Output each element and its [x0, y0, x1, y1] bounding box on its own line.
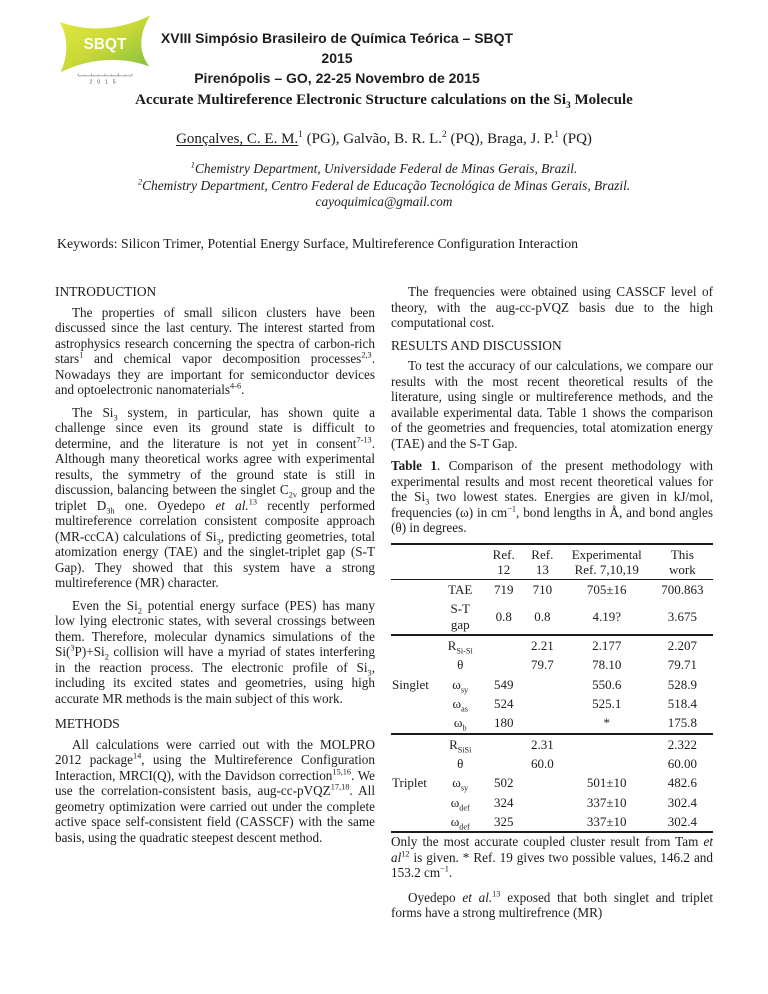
value-cell: 524: [493, 696, 514, 712]
table-row: [391, 713, 713, 733]
methods-paragraph: All calculations were carried out with the MOLPRO 2012 package$^{14}$, using the Multireference Configuration Interaction, MRCI(Q), with the Davidson correction$^{15,16}$. We use the correlation-consistent basis, aug-cc-pVQZ$^{17,18}$. All geometry optimization were carried out under the complete active space self-consistent field (CASSCF) with the same basis, using the quadratic steepest descent method.: [55, 736, 376, 845]
param-cell: $R_{SiSi}$: [449, 736, 472, 755]
masthead: [57, 12, 713, 92]
methods-heading: METHODS: [55, 716, 120, 731]
value-cell: 2.322: [667, 736, 698, 752]
value-cell: 549: [493, 676, 514, 692]
col-header-experimental: Experimental Ref. 7,10,19: [562, 544, 652, 580]
table-row: [391, 655, 713, 674]
value-cell: 180: [484, 713, 523, 733]
param-cell: $\omega_b$: [436, 713, 484, 733]
col-header-ref12: Ref. 12: [484, 544, 523, 580]
value-cell: 2.21: [530, 638, 554, 654]
intro-paragraph-1: The properties of small silicon clusters have been discussed since the last century. The interest started from astrophysics research concerning the spectra of carbon-rich stars$^1$ and chemical vapor decomposition processes$^{2,3}$. Nowadays they are important for semiconductor devices and optoelectronic nanomaterials$^{4-6}$.: [55, 304, 375, 397]
value-cell: 3.675: [652, 599, 713, 635]
results-table: [391, 543, 713, 834]
sbqt-logo: [57, 12, 153, 88]
param-cell: $\omega_{def}$: [450, 794, 470, 813]
value-cell: 2.31: [530, 736, 554, 752]
value-cell: 79.71: [667, 657, 698, 673]
value-cell: 337±10: [586, 794, 627, 810]
conference-line-2: Pirenópolis – GO, 22-25 Novembro de 2015: [194, 70, 480, 86]
col-header-this-work: This work: [652, 544, 713, 580]
value-cell: [562, 754, 652, 773]
paper-title: Accurate Multireference Electronic Structure calculations on the $Si_3$ Molecule: [135, 92, 633, 111]
table-row: [391, 580, 713, 600]
authors-line: Gonçalves, C. E. M.$^1$ (PG), Galvão, B. R. L.$^2$ (PQ), Braga, J. P.$^1$ (PQ): [176, 130, 592, 147]
right-column: [391, 284, 713, 928]
value-cell: [523, 694, 562, 713]
value-cell: 302.4: [652, 812, 713, 832]
value-cell: [523, 713, 562, 733]
param-cell: S-T gap: [436, 599, 484, 635]
table-header-row: [391, 544, 713, 580]
intro-paragraph-3: Even the $Si_2$ potential energy surface (PES) has many low lying electronic states, with several crossings between them. Therefore, molecular dynamics simulations of the $Si(^3P)+Si_2$ collision will have a myriad of states interfering in the reaction process. The electronic profile of $Si_3$, including its excited states and geometries, using high accurate MR methods is the main subject of this work.: [55, 597, 375, 706]
results-heading: RESULTS AND DISCUSSION: [391, 337, 562, 353]
param-cell: $\omega_{def}$: [436, 812, 484, 832]
corner-cell: [391, 544, 484, 580]
value-cell: 337±10: [562, 812, 652, 832]
value-cell: [523, 793, 562, 812]
value-cell: 719: [493, 582, 514, 598]
value-cell: [562, 734, 652, 754]
param-cell: θ: [457, 657, 464, 673]
table-row: [391, 734, 713, 754]
value-cell: [523, 812, 562, 832]
value-cell: 501±10: [586, 775, 627, 791]
value-cell: 4.19?: [562, 599, 652, 635]
value-cell: [484, 655, 523, 674]
conference-line-1: XVIII Simpósio Brasileiro de Química Teórica – SBQT 2015: [160, 30, 514, 66]
col-header-ref13: Ref. 13: [523, 544, 562, 580]
keywords-line: Keywords: Silicon Trimer, Potential Energy Surface, Multireference Configuration Interaction: [57, 236, 579, 251]
table-row: [391, 599, 713, 635]
results-paragraph: To test the accuracy of our calculations, we compare our results with the most recent theoretical results of the literature, using single or multireference methods, and the available experimental data. Table 1 shows the comparison of the geometries and frequencies, total atomization energy (TAE) and the S-T Gap.: [391, 358, 713, 451]
value-cell: 78.10: [592, 657, 622, 673]
table-row: [391, 635, 713, 655]
value-cell: [484, 734, 523, 754]
frequencies-paragraph: The frequencies were obtained using CASSCF level of theory, with the aug-cc-pVQZ basis due to the high computational cost.: [391, 284, 713, 330]
value-cell: [523, 675, 562, 694]
table-row: [391, 793, 713, 812]
row-group-energies: [391, 580, 436, 635]
affiliation-1: $^1$Chemistry Department, Universidade Federal de Minas Gerais, Brazil.: [190, 159, 578, 176]
value-cell: 60.00: [667, 756, 698, 772]
conference-title: [157, 28, 517, 88]
logo-year: 2015: [89, 79, 121, 86]
table-row: [391, 675, 713, 694]
value-cell: 2.177: [592, 638, 622, 654]
value-cell: 528.9: [667, 676, 698, 692]
value-cell: [523, 773, 562, 792]
table-caption: Table 1. Comparison of the present methodology with experimental results and most recent theoretical values for the $Si_3$ two lowest states. Energies are given in kJ/mol, frequencies (ω) in $cm^{-1}$, bond lengths in Å, and bond angles (θ) in degrees.: [391, 458, 714, 535]
value-cell: 175.8: [652, 713, 713, 733]
closing-paragraph: Oyedepo et al.$^{13}$ exposed that both singlet and triplet forms have a strong multirefrence (MR): [391, 889, 713, 921]
value-cell: 525.1: [592, 696, 622, 712]
left-column: [55, 284, 375, 852]
row-group-singlet: Singlet: [391, 635, 436, 734]
value-cell: 518.4: [667, 696, 698, 712]
table-row: [391, 812, 713, 832]
value-cell: 710: [532, 582, 553, 598]
param-cell: $\omega_{sy}$: [452, 775, 469, 794]
value-cell: 324: [493, 794, 514, 810]
param-cell: $R_{Si-Si}$: [447, 638, 473, 656]
value-cell: 325: [484, 812, 523, 832]
value-cell: 0.8: [484, 599, 523, 635]
value-cell: 502: [493, 775, 514, 791]
table-footnote: Only the most accurate coupled cluster result from Tam et $al^{12}$ is given. * Ref. 19 gives two possible values, 146.2 and 153.2 $cm^{-1}$.: [391, 834, 713, 881]
param-cell: TAE: [448, 582, 473, 598]
param-cell: θ: [457, 756, 464, 772]
value-cell: *: [562, 713, 652, 733]
value-cell: [484, 754, 523, 773]
value-cell: 60.0: [530, 756, 554, 772]
email-line: cayoquimica@gmail.com: [315, 194, 453, 209]
value-cell: 700.863: [661, 582, 704, 598]
value-cell: 79.7: [530, 657, 554, 673]
row-group-triplet: Triplet: [391, 734, 436, 833]
table-row: [391, 754, 713, 773]
intro-paragraph-2: The $Si_3$ system, in particular, has shown quite a challenge since even its ground state is difficult to determine, and the literature is not yet in consent$^{7-13}$. Although many theoretical works agree with experimental results, the symmetry of the ground state is still in discussion, balancing between the singlet $C_{2v}$ group and the triplet $D_{3h}$ one. Oyedepo et al.$^{13}$ recently performed multireference correlation consistent composite approach (MR-ccCA) calculations of $Si_3$, predicting geometries, total atomization energy (TAE) and the singlet-triplet gap (S-T Gap). They showed that this system have a strong multireference (MR) character.: [55, 404, 375, 590]
value-cell: 705±16: [586, 582, 627, 598]
affiliations-block: [55, 161, 713, 211]
affiliation-2: $^2$Chemistry Department, Centro Federal de Educação Tecnológica de Minas Gerais, Brazil.: [137, 176, 631, 193]
table-row: [391, 773, 713, 792]
logo-text: SBQT: [83, 36, 127, 54]
value-cell: 0.8: [523, 599, 562, 635]
value-cell: 302.4: [667, 794, 698, 810]
introduction-heading: INTRODUCTION: [55, 284, 157, 299]
param-cell: $\omega_{as}$: [452, 696, 468, 714]
logo-ruler-icon: [78, 74, 132, 76]
value-cell: 482.6: [667, 775, 698, 791]
param-cell: $\omega_{sy}$: [452, 676, 469, 695]
value-cell: [484, 635, 523, 655]
value-cell: 550.6: [592, 676, 622, 692]
table-row: [391, 694, 713, 713]
value-cell: 2.207: [667, 638, 698, 654]
